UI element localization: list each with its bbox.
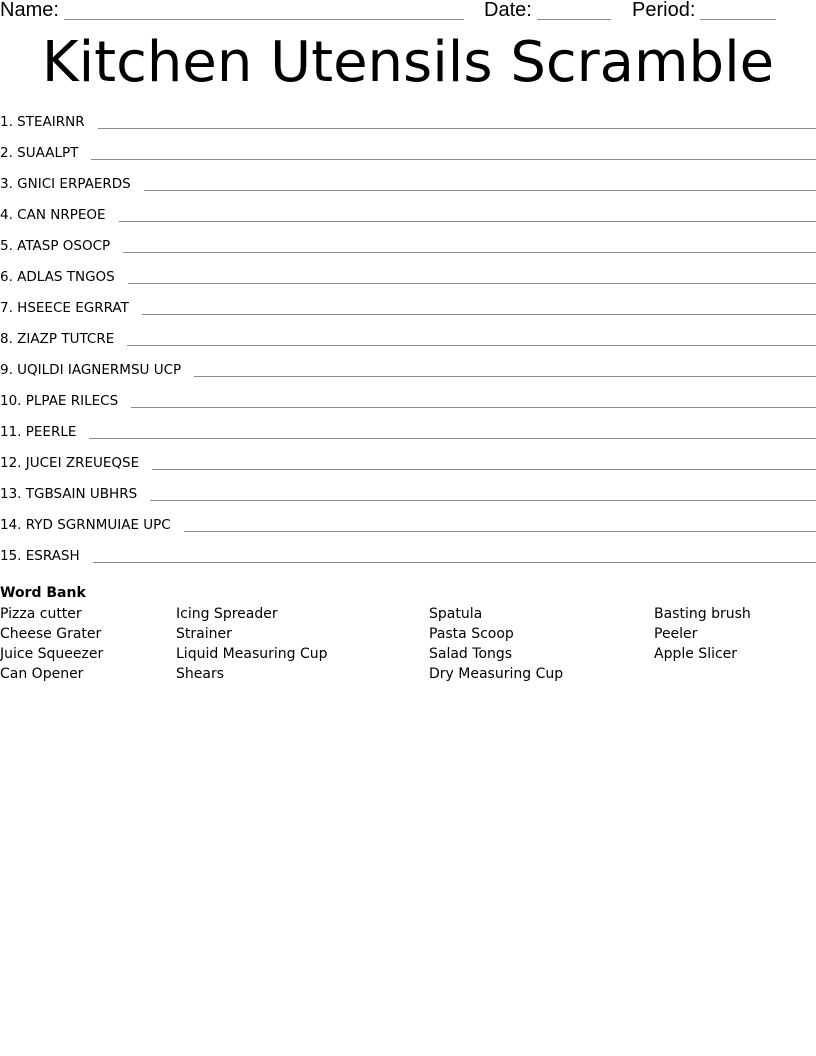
word-bank-item: Spatula bbox=[429, 606, 483, 622]
answer-line[interactable] bbox=[152, 454, 816, 470]
word-bank-column bbox=[0, 604, 103, 684]
word-bank-item: Basting brush bbox=[654, 606, 751, 622]
puzzle-row bbox=[0, 299, 816, 330]
puzzle-label: 8. ZIAZP TUTCRE bbox=[0, 331, 115, 347]
puzzle-label: 4. CAN NRPEOE bbox=[0, 207, 106, 223]
puzzle-label: 13. TGBSAIN UBHRS bbox=[0, 486, 138, 502]
answer-line[interactable] bbox=[89, 423, 816, 439]
puzzle-label: 10. PLPAE RILECS bbox=[0, 393, 119, 409]
word-bank-column bbox=[654, 604, 751, 664]
puzzle-label: 7. HSEECE EGRRAT bbox=[0, 300, 129, 316]
puzzle-label: 3. GNICI ERPAERDS bbox=[0, 176, 131, 192]
name-label: Name: bbox=[0, 0, 59, 21]
word-bank-item: Apple Slicer bbox=[654, 646, 738, 662]
name-field bbox=[0, 0, 464, 20]
puzzle-row bbox=[0, 547, 816, 578]
answer-line[interactable] bbox=[194, 361, 816, 377]
answer-line[interactable] bbox=[127, 330, 816, 346]
answer-line[interactable] bbox=[150, 485, 816, 501]
puzzle-label: 1. STEAIRNR bbox=[0, 114, 85, 130]
puzzle-row bbox=[0, 361, 816, 392]
word-bank bbox=[0, 584, 816, 682]
word-bank-item: Cheese Grater bbox=[0, 626, 102, 642]
puzzle-label: 14. RYD SGRNMUIAE UPC bbox=[0, 517, 171, 533]
worksheet-header bbox=[0, 0, 816, 24]
date-label: Date: bbox=[484, 0, 532, 21]
puzzle-row bbox=[0, 392, 816, 423]
word-bank-item: Icing Spreader bbox=[176, 606, 278, 622]
word-bank-column bbox=[176, 604, 328, 684]
puzzle-row bbox=[0, 330, 816, 361]
puzzle-label: 15. ESRASH bbox=[0, 548, 80, 564]
period-label: Period: bbox=[632, 0, 696, 21]
puzzle-row bbox=[0, 237, 816, 268]
page-title: Kitchen Utensils Scramble bbox=[41, 30, 775, 95]
puzzle-row bbox=[0, 268, 816, 299]
word-bank-item: Liquid Measuring Cup bbox=[176, 646, 328, 662]
puzzle-row bbox=[0, 485, 816, 516]
word-bank-item: Strainer bbox=[176, 626, 232, 642]
word-bank-title: Word Bank bbox=[0, 585, 86, 601]
name-line[interactable] bbox=[64, 3, 464, 20]
puzzle-row bbox=[0, 206, 816, 237]
date-field bbox=[484, 0, 611, 20]
answer-line[interactable] bbox=[131, 392, 816, 408]
answer-line[interactable] bbox=[91, 144, 816, 160]
answer-line[interactable] bbox=[98, 113, 816, 129]
word-bank-item: Pasta Scoop bbox=[429, 626, 514, 642]
answer-line[interactable] bbox=[142, 299, 816, 315]
puzzle-row bbox=[0, 454, 816, 485]
word-bank-item: Dry Measuring Cup bbox=[429, 666, 564, 682]
word-bank-column bbox=[429, 604, 563, 684]
date-line[interactable] bbox=[537, 3, 611, 20]
puzzle-label: 2. SUAALPT bbox=[0, 145, 79, 161]
puzzle-label: 9. UQILDI IAGNERMSU UCP bbox=[0, 362, 182, 378]
puzzle-label: 5. ATASP OSOCP bbox=[0, 238, 111, 254]
puzzle-row bbox=[0, 516, 816, 547]
puzzle-label: 11. PEERLE bbox=[0, 424, 77, 440]
puzzle-row bbox=[0, 144, 816, 175]
puzzle-row bbox=[0, 113, 816, 144]
answer-line[interactable] bbox=[184, 516, 816, 532]
word-bank-item: Pizza cutter bbox=[0, 606, 82, 622]
puzzle-row bbox=[0, 423, 816, 454]
puzzle-label: 12. JUCEI ZREUEQSE bbox=[0, 455, 140, 471]
word-bank-item: Juice Squeezer bbox=[0, 646, 104, 662]
word-bank-item: Shears bbox=[176, 666, 225, 682]
period-line[interactable] bbox=[700, 3, 776, 20]
puzzle-label: 6. ADLAS TNGOS bbox=[0, 269, 115, 285]
word-bank-item: Salad Tongs bbox=[429, 646, 513, 662]
scramble-list bbox=[0, 113, 816, 578]
answer-line[interactable] bbox=[144, 175, 816, 191]
period-field bbox=[632, 0, 776, 20]
answer-line[interactable] bbox=[123, 237, 816, 253]
puzzle-row bbox=[0, 175, 816, 206]
answer-line[interactable] bbox=[119, 206, 816, 222]
answer-line[interactable] bbox=[128, 268, 816, 284]
word-bank-item: Peeler bbox=[654, 626, 698, 642]
answer-line[interactable] bbox=[93, 547, 816, 563]
word-bank-item: Can Opener bbox=[0, 666, 84, 682]
